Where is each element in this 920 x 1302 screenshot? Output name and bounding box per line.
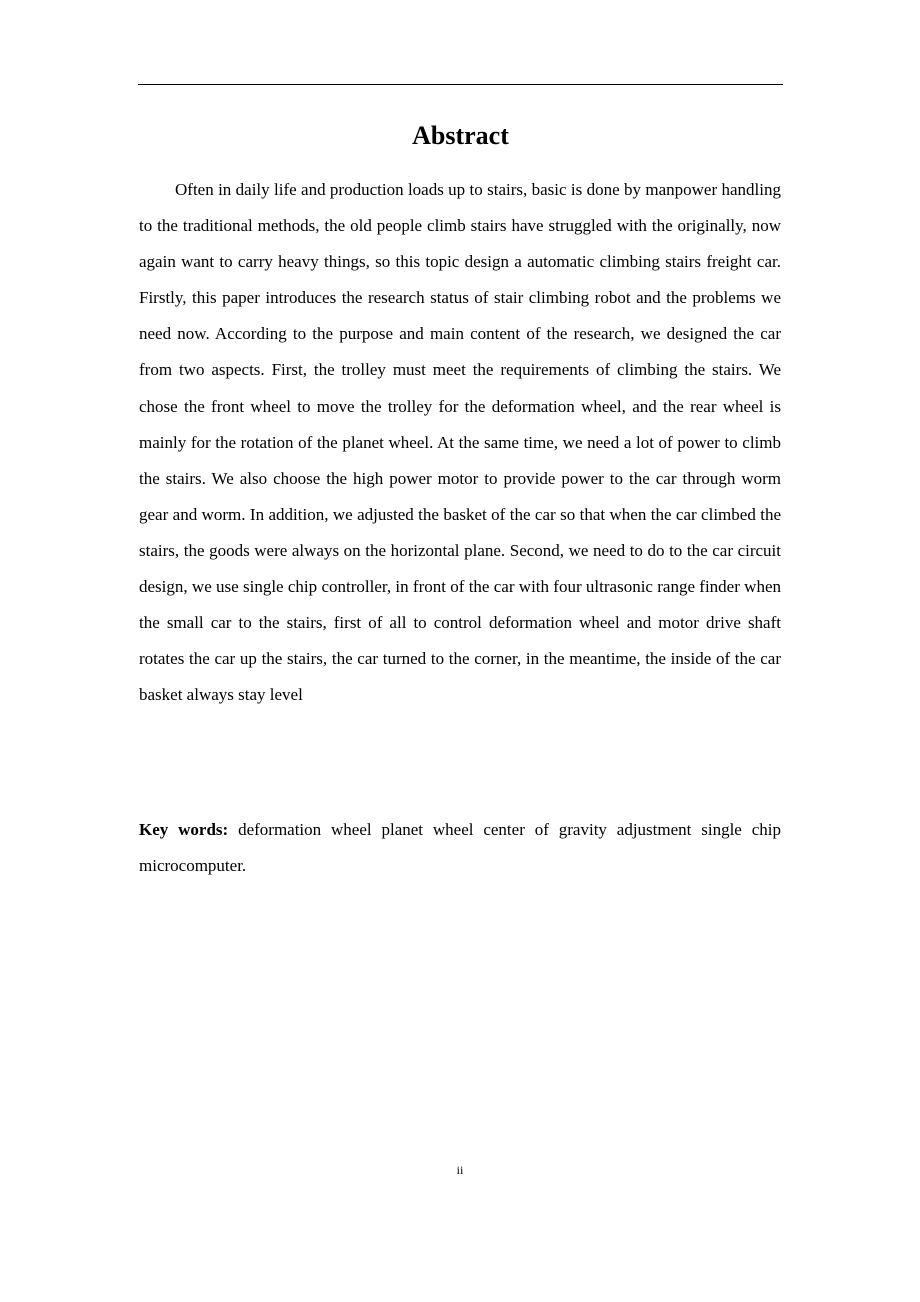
header-rule <box>138 84 783 85</box>
abstract-body: Often in daily life and production loads up to stairs, basic is done by manpower handling to the traditional methods, the old people climb stairs have struggled with the originally, now again want to carry heavy things, so this topic design a automatic climbing stairs freight car. Firstly, this paper introduces the research status of stair climbing robot and the problems we need now. According to the purpose and main content of the research, we designed the car from two aspects. First, the trolley must meet the requirements of climbing the stairs. We chose the front wheel to move the trolley for the deformation wheel, and the rear wheel is mainly for the rotation of the planet wheel. At the same time, we need a lot of power to climb the stairs. We also choose the high power motor to provide power to the car through worm gear and worm. In addition, we adjusted the basket of the car so that when the car climbed the stairs, the goods were always on the horizontal plane. Second, we need to do to the car circuit design, we use single chip controller, in front of the car with four ultrasonic range finder when the small car to the stairs, first of all to control deformation wheel and motor drive shaft rotates the car up the stairs, the car turned to the corner, in the meantime, the inside of the car basket always stay level <box>139 180 781 705</box>
abstract-title: Abstract <box>412 121 509 150</box>
keywords-paragraph <box>139 812 781 884</box>
keywords-label: Key words: <box>139 820 229 839</box>
page-number: ii <box>456 1163 464 1177</box>
keywords-text: deformation wheel planet wheel center of gravity adjustment single chip microcomputer. <box>139 820 781 875</box>
